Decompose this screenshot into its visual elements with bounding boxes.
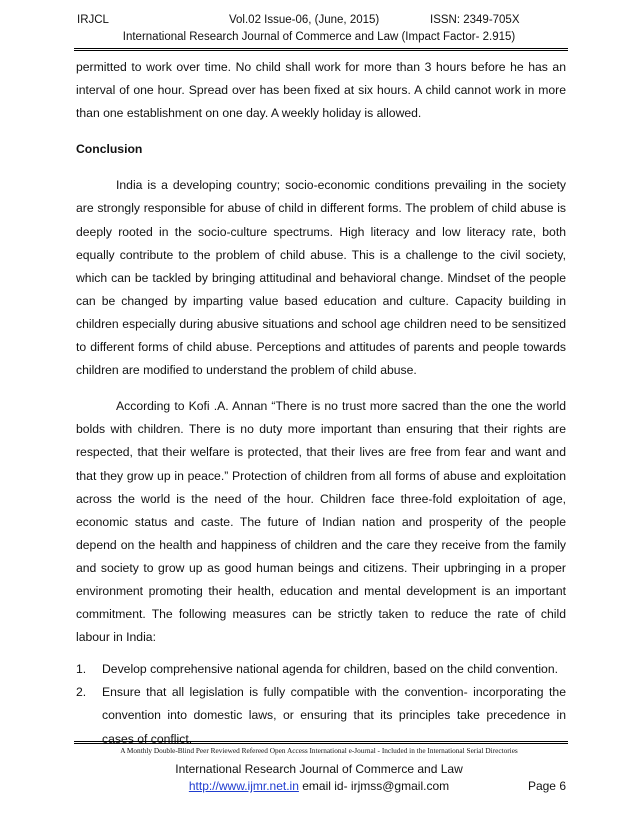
header-journal-title: International Research Journal of Commerce and Law (Impact Factor- 2.915) <box>122 31 516 43</box>
footer-email: email id- irjmss@gmail.com <box>302 779 450 793</box>
list-item <box>76 658 566 681</box>
article-body <box>76 56 566 751</box>
header-divider-secondary <box>74 50 568 51</box>
footer-journal-name: International Research Journal of Commerce and Law <box>175 762 463 776</box>
conclusion-paragraph-1: India is a developing country; socio-economic conditions prevailing in the society are strongly responsible for abuse of child in different forms. The problem of child abuse is deeply rooted in the socio-culture spectrums. High literacy and low literacy rate, both equally contribute to the problem of child abuse. This is a challenge to the civil society, which can be tackled by bringing attitudinal and behavioral change. Mindset of the people can be changed by imparting value based education and culture. Capacity building in children especially during abusive situations and school age children need to be sensitized to different forms of child abuse. Perceptions and attitudes of parents and people towards children are modified to understand the problem of child abuse. <box>76 178 566 378</box>
header-issn: ISSN: 2349-705X <box>430 14 520 26</box>
header-volume-issue: Vol.02 Issue-06, (June, 2015) <box>229 14 380 26</box>
measures-list <box>76 658 566 750</box>
footer-disclaimer: A Monthly Double-Blind Peer Reviewed Refereed Open Access International e-Journal - Included in the International Serial Directories <box>120 746 518 755</box>
header-journal-abbrev: IRJCL <box>77 14 109 26</box>
list-item-number: 1. <box>76 662 87 677</box>
header-divider <box>74 48 568 49</box>
list-item-text: Develop comprehensive national agenda for children, based on the child convention. <box>102 662 558 677</box>
footer-divider-secondary <box>74 743 568 744</box>
continuation-paragraph: permitted to work over time. No child shall work for more than 3 hours before he has an interval of one hour. Spread over has been fixed at six hours. A child cannot work in more than one establishment on one day. A weekly holiday is allowed. <box>76 60 566 121</box>
list-item-text: Ensure that all legislation is fully compatible with the convention- incorporating the convention into domestic laws, or ensuring that its principles take precedence in cases of conflict. <box>102 685 566 746</box>
list-item-number: 2. <box>76 685 87 700</box>
section-heading-conclusion: Conclusion <box>76 142 143 157</box>
footer-website-link[interactable]: http://www.ijmr.net.in <box>188 779 299 793</box>
conclusion-paragraph-2: According to Kofi .A. Annan “There is no trust more sacred than the one the world bolds with children. There is no duty more important than ensuring that their rights are respected, that their welfare is protected, that their lives are free from fear and want and that they grow up in peace.” Protection of children from all forms of abuse and exploitation across the world is the need of the hour. Children face three-fold exploitation of age, economic status and caste. The future of Indian nation and prosperity of the people depend on the health and happiness of children and the care they receive from the family and society to grow up as good human beings and citizens. Their upbringing in a proper environment promoting their health, education and mental development is an important commitment. The following measures can be strictly taken to reduce the rate of child labour in India: <box>76 399 566 645</box>
page-number: Page 6 <box>527 779 566 793</box>
footer-divider <box>74 741 568 742</box>
